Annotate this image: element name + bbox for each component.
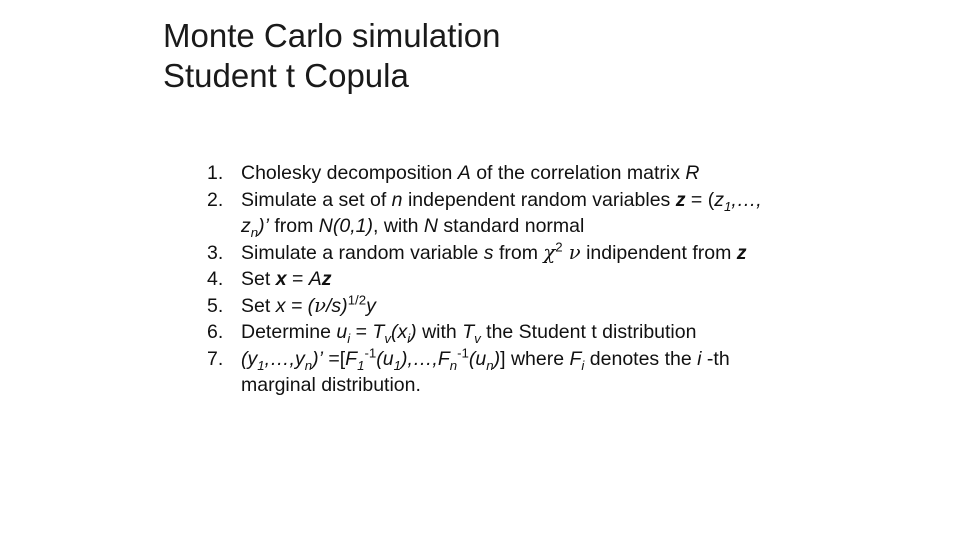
text-run: (u — [468, 347, 487, 370]
text-run: )’ — [312, 347, 323, 370]
list-item-number: 1. — [207, 162, 224, 184]
text-run: x — [397, 321, 408, 343]
superscript: 2 — [555, 239, 563, 254]
text-run: F — [437, 347, 450, 370]
text-run: ( — [241, 347, 248, 370]
list-item-number: 5. — [207, 294, 224, 317]
text-run: Determine — [241, 321, 337, 343]
text-run: ] where — [500, 347, 570, 370]
text-run: F — [345, 347, 358, 370]
text-run: A — [457, 162, 471, 184]
list-item-number: 6. — [207, 321, 224, 343]
text-run: Set — [241, 268, 276, 290]
list-item-text — [241, 266, 767, 293]
text-run: from — [493, 241, 544, 264]
list-item-text — [241, 240, 767, 267]
list-item-number: 4. — [207, 268, 224, 290]
text-run: (u — [376, 347, 394, 370]
text-run: A — [308, 268, 322, 290]
text-run: , with — [372, 215, 424, 237]
list-item-number: 7. — [207, 347, 224, 370]
text-run: = — [350, 321, 373, 343]
text-run: Set — [241, 294, 276, 317]
text-run: Simulate a set of — [241, 188, 392, 211]
text-run: ,…, — [731, 188, 762, 211]
text-run: )’ — [258, 215, 269, 237]
subscript: n — [449, 357, 458, 373]
text-run: y — [294, 347, 305, 370]
text-run: the Student t distribution — [480, 321, 697, 343]
text-run: n — [391, 188, 403, 211]
text-run: ) — [410, 321, 417, 343]
text-run: y — [247, 347, 258, 370]
subscript: v — [384, 330, 391, 346]
subscript: 1 — [393, 357, 401, 373]
greek-symbol: ν — [314, 293, 327, 317]
text-run: T — [372, 321, 385, 343]
subscript: n — [486, 357, 494, 373]
list-item-number: 2. — [207, 188, 224, 211]
superscript: -1 — [364, 345, 377, 360]
list-item — [207, 240, 767, 267]
list-item — [207, 160, 767, 187]
text-run: y — [366, 294, 376, 317]
list-item — [207, 187, 767, 240]
title-line-2: Student t Copula — [163, 57, 409, 94]
text-run: indipendent from — [580, 241, 737, 264]
text-run: z — [714, 188, 724, 211]
subscript: 1 — [357, 357, 365, 373]
text-run: of the correlation matrix — [470, 162, 686, 184]
subscript: i — [347, 330, 351, 346]
text-run: Cholesky decomposition — [241, 162, 458, 184]
list-item-number: 3. — [207, 241, 224, 264]
list-item — [207, 319, 767, 346]
greek-symbol: ν — [562, 240, 581, 264]
text-run: ( — [390, 321, 398, 343]
text-run: u — [336, 321, 348, 343]
subscript: 1 — [723, 198, 732, 214]
text-run: ,…, — [264, 347, 295, 370]
text-run: = ( — [685, 188, 715, 211]
text-run: denotes the — [584, 347, 698, 370]
list-item-text — [241, 160, 767, 187]
list-item — [207, 266, 767, 293]
subscript: i — [581, 357, 585, 373]
list-item — [207, 293, 767, 320]
text-run: z — [736, 241, 747, 264]
text-run: standard normal — [438, 215, 585, 237]
text-run: x = ( — [275, 294, 315, 317]
text-run: from — [268, 215, 319, 237]
text-run: z — [241, 215, 251, 237]
text-run: x — [275, 268, 287, 290]
text-run: z — [321, 268, 332, 290]
list-item-text — [241, 346, 767, 399]
text-run: z — [675, 188, 686, 211]
text-run: ) — [493, 347, 501, 370]
superscript: 1/2 — [347, 292, 367, 307]
subscript: 1 — [257, 357, 265, 373]
subscript: i — [407, 330, 411, 346]
steps-list — [207, 160, 767, 399]
subscript: n — [304, 357, 313, 373]
greek-symbol: χ — [543, 240, 556, 264]
subscript: v — [474, 330, 481, 346]
title-line-1: Monte Carlo simulation — [163, 17, 501, 54]
text-run: ),…, — [400, 347, 438, 370]
text-run: -th marginal distribution. — [241, 347, 730, 396]
list-item-text — [241, 293, 767, 320]
text-run: R — [685, 162, 700, 184]
text-run: N(0,1) — [318, 215, 373, 237]
text-run: /s) — [326, 294, 348, 317]
text-run: N — [423, 215, 439, 237]
text-run: with — [416, 321, 463, 343]
text-run: = — [286, 268, 309, 290]
text-run: F — [569, 347, 582, 370]
slide-title — [163, 16, 500, 96]
text-run: =[ — [322, 347, 346, 370]
text-run: i — [697, 347, 702, 370]
text-run: Simulate a random variable — [241, 241, 484, 264]
text-run: independent random variables — [402, 188, 676, 211]
list-item-text — [241, 187, 767, 240]
text-run: T — [462, 321, 475, 343]
superscript: -1 — [457, 345, 469, 360]
text-run: s — [483, 241, 494, 264]
subscript: n — [250, 224, 259, 240]
list-item-text — [241, 319, 767, 346]
list-item — [207, 346, 767, 399]
